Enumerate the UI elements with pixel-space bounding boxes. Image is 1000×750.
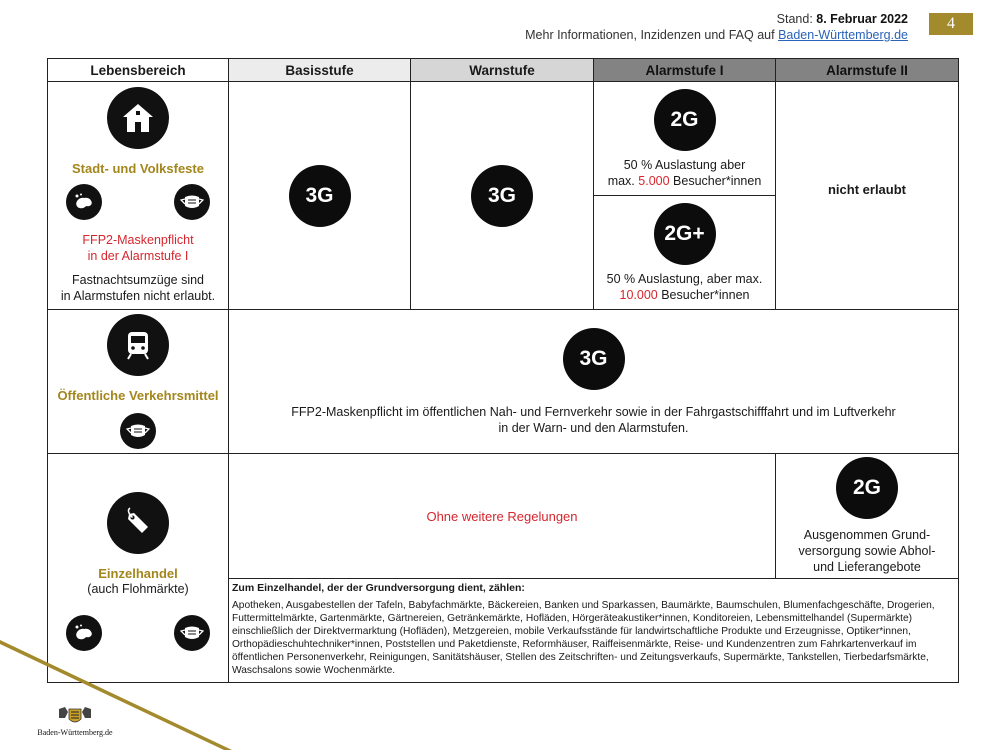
cell-volksfeste-lebensbereich <box>48 82 229 310</box>
coat-of-arms-icon <box>55 706 95 726</box>
info-text: Mehr Informationen, Inzidenzen und FAQ auf <box>525 28 775 42</box>
verkehrsmittel-title: Öffentliche Verkehrsmittel <box>57 388 219 403</box>
badge-3g-verkehr: 3G <box>563 328 625 390</box>
stand-label: Stand: <box>776 12 813 26</box>
page-header <box>525 11 908 43</box>
cell-volksfeste-alarm2: nicht erlaubt <box>776 82 959 310</box>
cell-volksfeste-basis <box>229 82 411 310</box>
header-row <box>48 59 959 82</box>
mask-icon <box>174 184 210 220</box>
rules-table <box>47 58 959 683</box>
mask-icon <box>120 413 156 449</box>
alarm1-bottom-text-2b: Besucher*innen <box>661 287 750 302</box>
einzelhandel-alarm2-text-1: Ausgenommen Grund- <box>803 528 931 542</box>
einzelhandel-title: Einzelhandel <box>98 565 178 581</box>
verkehr-text-2: in der Warn- und den Alarmstufen. <box>498 420 689 435</box>
alarm1-top-text-1: 50 % Auslastung aber <box>623 157 746 172</box>
cell-volksfeste-alarm1-bottom <box>594 196 776 310</box>
note-body: Apotheken, Ausgabestellen der Tafeln, Babyfachmärkte, Bäckereien, Banken und Sparkassen, Baumärkte, Baumschulen, Blumenfachgeschäfte, Drogerien, Futtermittelmärkte, Gartenmärkte, Gärtnereien, Getränkemärkte, Hofläden, Hörgeräteakustiker*innen, Konditoreien, Lebensmittelhandel (Supermärkte) einschließlich der Direktvermarktung (Hofläden), Metzgereien, mobile Verkaufsstände für landwirtschaftliche Produkte und Erzeugnisse, Optiker*innen, Orthopädieschuhtechniker*innen, Poststellen und Paketdienste, Reformhäuser, Raiffeisenmärkte, Reise- und Kundenzentren zum Fahrkartenverkauf im öffentlichen Personenverkehr, Reinigungen, Sanitätshäuser, Stellen des Zeitschriften- und Zeitungsverkaufs, Supermärkte, Tankstellen, Tierbedarfsmärkte, Waschsalons sowie Wochenmärkte. <box>232 600 935 676</box>
footer-logo <box>20 706 130 737</box>
header-basisstufe: Basisstufe <box>229 59 411 82</box>
header-alarmstufe-1: Alarmstufe I <box>594 59 776 82</box>
handwash-icon <box>66 184 102 220</box>
badge-2g-einzelhandel: 2G <box>836 457 898 519</box>
cell-einzelhandel-alarm2 <box>776 454 959 579</box>
badge-3g-warn: 3G <box>471 165 533 227</box>
house-icon <box>107 87 169 149</box>
logo-text: Baden-Württemberg.de <box>37 728 113 737</box>
cell-volksfeste-alarm1-top <box>594 82 776 196</box>
alarm1-bottom-limit: 10.000 <box>619 287 658 302</box>
header-lebensbereich: Lebensbereich <box>48 59 229 82</box>
note-title: Zum Einzelhandel, der der Grundversorgung dient, zählen: <box>232 582 525 594</box>
info-link[interactable]: Baden-Württemberg.de <box>778 28 908 42</box>
cell-einzelhandel-note <box>229 579 959 683</box>
volksfeste-extra-1: Fastnachtsumzüge sind <box>71 273 204 287</box>
cell-verkehrsmittel-lebensbereich <box>48 310 229 454</box>
row-volksfeste <box>48 82 959 196</box>
cell-einzelhandel-main: Ohne weitere Regelungen <box>229 454 776 579</box>
alarm1-top-text-2a: max. <box>607 173 635 188</box>
tram-icon <box>107 314 169 376</box>
volksfeste-extra-2: in Alarmstufen nicht erlaubt. <box>60 289 216 303</box>
badge-2g-alarm1: 2G <box>654 89 716 151</box>
badge-2g-plus-alarm1: 2G+ <box>654 203 716 265</box>
cell-verkehrsmittel-all <box>229 310 959 454</box>
header-alarmstufe-2: Alarmstufe II <box>776 59 959 82</box>
page-number: 4 <box>929 13 973 35</box>
header-warnstufe: Warnstufe <box>411 59 594 82</box>
alarm1-bottom-text-1: 50 % Auslastung, aber max. <box>606 271 763 286</box>
volksfeste-mask-note-1: FFP2-Maskenpflicht <box>82 233 194 247</box>
cell-volksfeste-warn <box>411 82 594 310</box>
einzelhandel-alarm2-text-3: und Lieferangebote <box>813 560 921 574</box>
volksfeste-mask-note-2: in der Alarmstufe I <box>87 249 189 263</box>
stand-date: 8. Februar 2022 <box>816 12 908 26</box>
row-einzelhandel <box>48 454 959 579</box>
price-tag-icon <box>107 492 169 554</box>
volksfeste-title: Stadt- und Volksfeste <box>72 161 204 176</box>
alarm1-top-text-2c: Besucher*innen <box>673 173 762 188</box>
einzelhandel-alarm2-text-2: versorgung sowie Abhol- <box>798 544 936 558</box>
alarm1-top-limit: 5.000 <box>638 173 670 188</box>
verkehr-text-1: FFP2-Maskenpflicht im öffentlichen Nah- und Fernverkehr sowie in der Fahrgastschifffahrt und im Luftverkehr <box>291 404 896 419</box>
badge-3g-basis: 3G <box>289 165 351 227</box>
einzelhandel-subtitle: (auch Flohmärkte) <box>87 581 189 596</box>
row-verkehrsmittel <box>48 310 959 454</box>
